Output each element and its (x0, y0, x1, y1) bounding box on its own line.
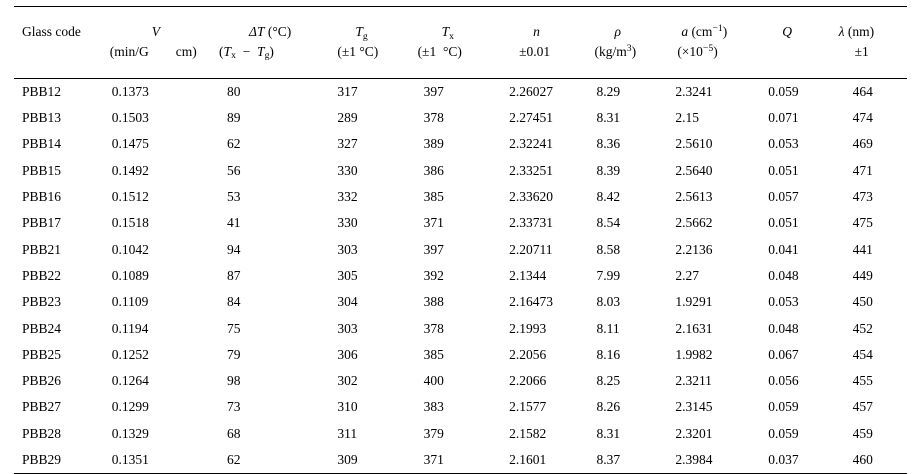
cell-a: 2.3241 (675, 83, 713, 99)
cell-q: 0.051 (768, 162, 799, 178)
cell-v: 0.1329 (111, 425, 149, 441)
column-header-q-symbol: Q (782, 23, 793, 39)
cell-a: 1.9982 (675, 346, 713, 362)
cell-q: 0.053 (768, 136, 799, 152)
cell-rho: 8.39 (596, 162, 621, 178)
cell-tg: 330 (337, 162, 358, 178)
cell-delta-t: 80 (227, 83, 241, 99)
cell-tg: 304 (337, 294, 358, 310)
cell-glass-code: PBB24 (22, 320, 62, 336)
table-row (14, 447, 907, 474)
column-header-rho-units: $(kg/m^3)$ (594, 43, 637, 59)
cell-tg: 317 (337, 83, 358, 99)
cell-lambda: 469 (852, 136, 873, 152)
cell-lambda: 459 (852, 425, 873, 441)
cell-v: 0.1299 (111, 399, 149, 415)
cell-v: 0.1109 (111, 294, 149, 310)
cell-lambda: 441 (852, 241, 873, 257)
cell-n: 2.16473 (509, 294, 553, 310)
cell-tx: 389 (423, 136, 444, 152)
cell-q: 0.067 (768, 346, 799, 362)
cell-delta-t: 62 (227, 452, 241, 468)
cell-lambda: 475 (852, 215, 873, 231)
cell-lambda: 474 (852, 110, 873, 126)
cell-a: 2.3984 (675, 452, 713, 468)
table-row (14, 315, 907, 341)
cell-tg: 327 (337, 136, 358, 152)
column-header-a-symbol: a $(cm^{-1})$ (681, 23, 728, 39)
cell-v: 0.1042 (111, 241, 149, 257)
glass-properties-table (14, 6, 907, 474)
cell-tg: 303 (337, 320, 358, 336)
table-row (14, 236, 907, 262)
cell-glass-code: PBB17 (22, 215, 62, 231)
cell-rho: 8.54 (596, 215, 621, 231)
cell-lambda: 471 (852, 162, 873, 178)
cell-tx: 378 (423, 320, 444, 336)
cell-tg: 332 (337, 189, 358, 205)
column-header-n (499, 7, 588, 79)
cell-lambda: 452 (852, 320, 873, 336)
cell-a: 2.15 (675, 110, 699, 126)
cell-a: 2.3145 (675, 399, 713, 415)
cell-tx: 400 (423, 373, 444, 389)
cell-delta-t: 56 (227, 162, 241, 178)
cell-q: 0.056 (768, 373, 799, 389)
cell-glass-code: PBB26 (22, 373, 62, 389)
cell-glass-code: PBB15 (22, 162, 62, 178)
cell-tg: 303 (337, 241, 358, 257)
cell-n: 2.2056 (509, 346, 547, 362)
cell-delta-t: 53 (227, 189, 241, 205)
cell-lambda: 449 (852, 267, 873, 283)
cell-n: 2.27451 (509, 110, 553, 126)
column-header-tg-symbol: $T_g$ (355, 23, 368, 42)
cell-q: 0.053 (768, 294, 799, 310)
cell-a: 2.5662 (675, 215, 713, 231)
cell-rho: 8.03 (596, 294, 621, 310)
header-row (14, 7, 907, 79)
column-header-tx-units: (±1 °C) (417, 43, 462, 59)
cell-lambda: 464 (852, 83, 873, 99)
cell-q: 0.048 (768, 320, 799, 336)
column-header-v (106, 7, 219, 79)
cell-q: 0.059 (768, 425, 799, 441)
cell-tg: 306 (337, 346, 358, 362)
cell-rho: 8.31 (596, 110, 621, 126)
cell-a: 2.5613 (675, 189, 713, 205)
cell-lambda: 450 (852, 294, 873, 310)
cell-delta-t: 73 (227, 399, 241, 415)
table-body (14, 78, 907, 474)
column-header-delta-t-definition: $(T_x - T_g)$ (219, 43, 274, 62)
cell-glass-code: PBB13 (22, 110, 62, 126)
cell-glass-code: PBB25 (22, 346, 62, 362)
cell-tx: 386 (423, 162, 444, 178)
cell-q: 0.037 (768, 452, 799, 468)
column-header-v-units: (min/G cm) (109, 43, 197, 59)
cell-tg: 305 (337, 267, 358, 283)
column-header-a-scale: $(\times 10^{-5})$ (677, 43, 718, 59)
cell-glass-code: PBB21 (22, 241, 62, 257)
cell-q: 0.071 (768, 110, 799, 126)
cell-tg: 309 (337, 452, 358, 468)
cell-lambda: 454 (852, 346, 873, 362)
cell-glass-code: PBB27 (22, 399, 62, 415)
table-row (14, 157, 907, 183)
cell-delta-t: 62 (227, 136, 241, 152)
cell-q: 0.059 (768, 399, 799, 415)
column-header-n-symbol: n (533, 23, 540, 39)
table-header (14, 7, 907, 79)
cell-rho: 8.16 (596, 346, 621, 362)
cell-tx: 371 (423, 215, 444, 231)
cell-a: 2.1631 (675, 320, 713, 336)
cell-rho: 8.58 (596, 241, 621, 257)
cell-delta-t: 87 (227, 267, 241, 283)
cell-n: 2.33251 (509, 162, 553, 178)
column-header-tx (412, 7, 500, 79)
cell-delta-t: 98 (227, 373, 241, 389)
column-header-q (756, 7, 832, 79)
cell-lambda: 460 (852, 452, 873, 468)
cell-tg: 310 (337, 399, 358, 415)
table-row (14, 210, 907, 236)
cell-v: 0.1194 (111, 320, 149, 336)
cell-n: 2.1577 (509, 399, 547, 415)
cell-a: 2.2136 (675, 241, 713, 257)
cell-q: 0.059 (768, 83, 799, 99)
column-header-delta-t-symbol: ΔT (°C) (249, 23, 292, 39)
cell-delta-t: 79 (227, 346, 241, 362)
column-header-lambda-tolerance: ±1 (854, 43, 869, 59)
cell-rho: 8.11 (596, 320, 620, 336)
cell-a: 2.5610 (675, 136, 713, 152)
cell-n: 2.33731 (509, 215, 553, 231)
cell-delta-t: 75 (227, 320, 241, 336)
column-header-a (665, 7, 756, 79)
table-row (14, 341, 907, 367)
table-row (14, 289, 907, 315)
cell-tg: 302 (337, 373, 358, 389)
cell-delta-t: 84 (227, 294, 241, 310)
cell-n: 2.32241 (509, 136, 553, 152)
table-row (14, 420, 907, 446)
cell-n: 2.33620 (509, 189, 553, 205)
column-header-tx-symbol: $T_x$ (441, 23, 454, 42)
cell-tx: 397 (423, 241, 444, 257)
table-row (14, 368, 907, 394)
cell-v: 0.1373 (111, 83, 149, 99)
cell-rho: 8.37 (596, 452, 621, 468)
cell-tx: 392 (423, 267, 444, 283)
cell-tg: 289 (337, 110, 358, 126)
column-header-v-symbol: V (151, 23, 160, 39)
cell-v: 0.1252 (111, 346, 149, 362)
cell-glass-code: PBB22 (22, 267, 62, 283)
cell-tx: 371 (423, 452, 444, 468)
column-header-tg-units: (±1 °C) (337, 43, 379, 59)
cell-q: 0.048 (768, 267, 799, 283)
cell-q: 0.041 (768, 241, 799, 257)
cell-v: 0.1475 (111, 136, 149, 152)
column-header-rho-symbol: ρ (614, 23, 621, 39)
cell-a: 2.3201 (675, 425, 713, 441)
cell-rho: 8.25 (596, 373, 621, 389)
cell-rho: 7.99 (596, 267, 621, 283)
cell-n: 2.1582 (509, 425, 547, 441)
cell-delta-t: 41 (227, 215, 241, 231)
cell-n: 2.1601 (509, 452, 547, 468)
cell-a: 2.27 (675, 267, 699, 283)
cell-tg: 330 (337, 215, 358, 231)
cell-lambda: 455 (852, 373, 873, 389)
cell-a: 2.3211 (675, 373, 712, 389)
cell-glass-code: PBB23 (22, 294, 62, 310)
cell-a: 2.5640 (675, 162, 713, 178)
cell-glass-code: PBB14 (22, 136, 62, 152)
cell-glass-code: PBB29 (22, 452, 62, 468)
table-row (14, 78, 907, 105)
cell-v: 0.1518 (111, 215, 149, 231)
cell-n: 2.20711 (509, 241, 553, 257)
cell-q: 0.051 (768, 215, 799, 231)
cell-glass-code: PBB16 (22, 189, 62, 205)
cell-tx: 383 (423, 399, 444, 415)
column-header-glass-code-label: Glass code (22, 23, 81, 39)
cell-q: 0.057 (768, 189, 799, 205)
cell-v: 0.1512 (111, 189, 149, 205)
table-row (14, 184, 907, 210)
cell-n: 2.1993 (509, 320, 547, 336)
table-row (14, 394, 907, 420)
cell-rho: 8.29 (596, 83, 621, 99)
cell-tx: 397 (423, 83, 444, 99)
cell-rho: 8.42 (596, 189, 621, 205)
column-header-rho (588, 7, 665, 79)
cell-rho: 8.36 (596, 136, 621, 152)
cell-tx: 385 (423, 346, 444, 362)
column-header-lambda (833, 7, 907, 79)
cell-delta-t: 68 (227, 425, 241, 441)
cell-v: 0.1492 (111, 162, 149, 178)
cell-tx: 388 (423, 294, 444, 310)
column-header-lambda-symbol: λ (nm) (838, 23, 875, 39)
cell-tg: 311 (337, 425, 358, 441)
column-header-glass-code (14, 7, 106, 79)
cell-delta-t: 89 (227, 110, 241, 126)
cell-n: 2.2066 (509, 373, 547, 389)
cell-v: 0.1503 (111, 110, 149, 126)
cell-a: 1.9291 (675, 294, 713, 310)
table-row (14, 131, 907, 157)
cell-glass-code: PBB12 (22, 83, 62, 99)
cell-v: 0.1264 (111, 373, 149, 389)
cell-lambda: 457 (852, 399, 873, 415)
cell-tx: 379 (423, 425, 444, 441)
cell-rho: 8.31 (596, 425, 621, 441)
cell-delta-t: 94 (227, 241, 241, 257)
table-row (14, 105, 907, 131)
cell-n: 2.1344 (509, 267, 547, 283)
column-header-n-tolerance: ±0.01 (519, 43, 551, 59)
cell-v: 0.1351 (111, 452, 149, 468)
cell-lambda: 473 (852, 189, 873, 205)
column-header-delta-t (219, 7, 327, 79)
table-row (14, 263, 907, 289)
cell-n: 2.26027 (509, 83, 553, 99)
cell-glass-code: PBB28 (22, 425, 62, 441)
cell-v: 0.1089 (111, 267, 149, 283)
cell-tx: 378 (423, 110, 444, 126)
cell-rho: 8.26 (596, 399, 621, 415)
cell-tx: 385 (423, 189, 444, 205)
column-header-tg (327, 7, 411, 79)
